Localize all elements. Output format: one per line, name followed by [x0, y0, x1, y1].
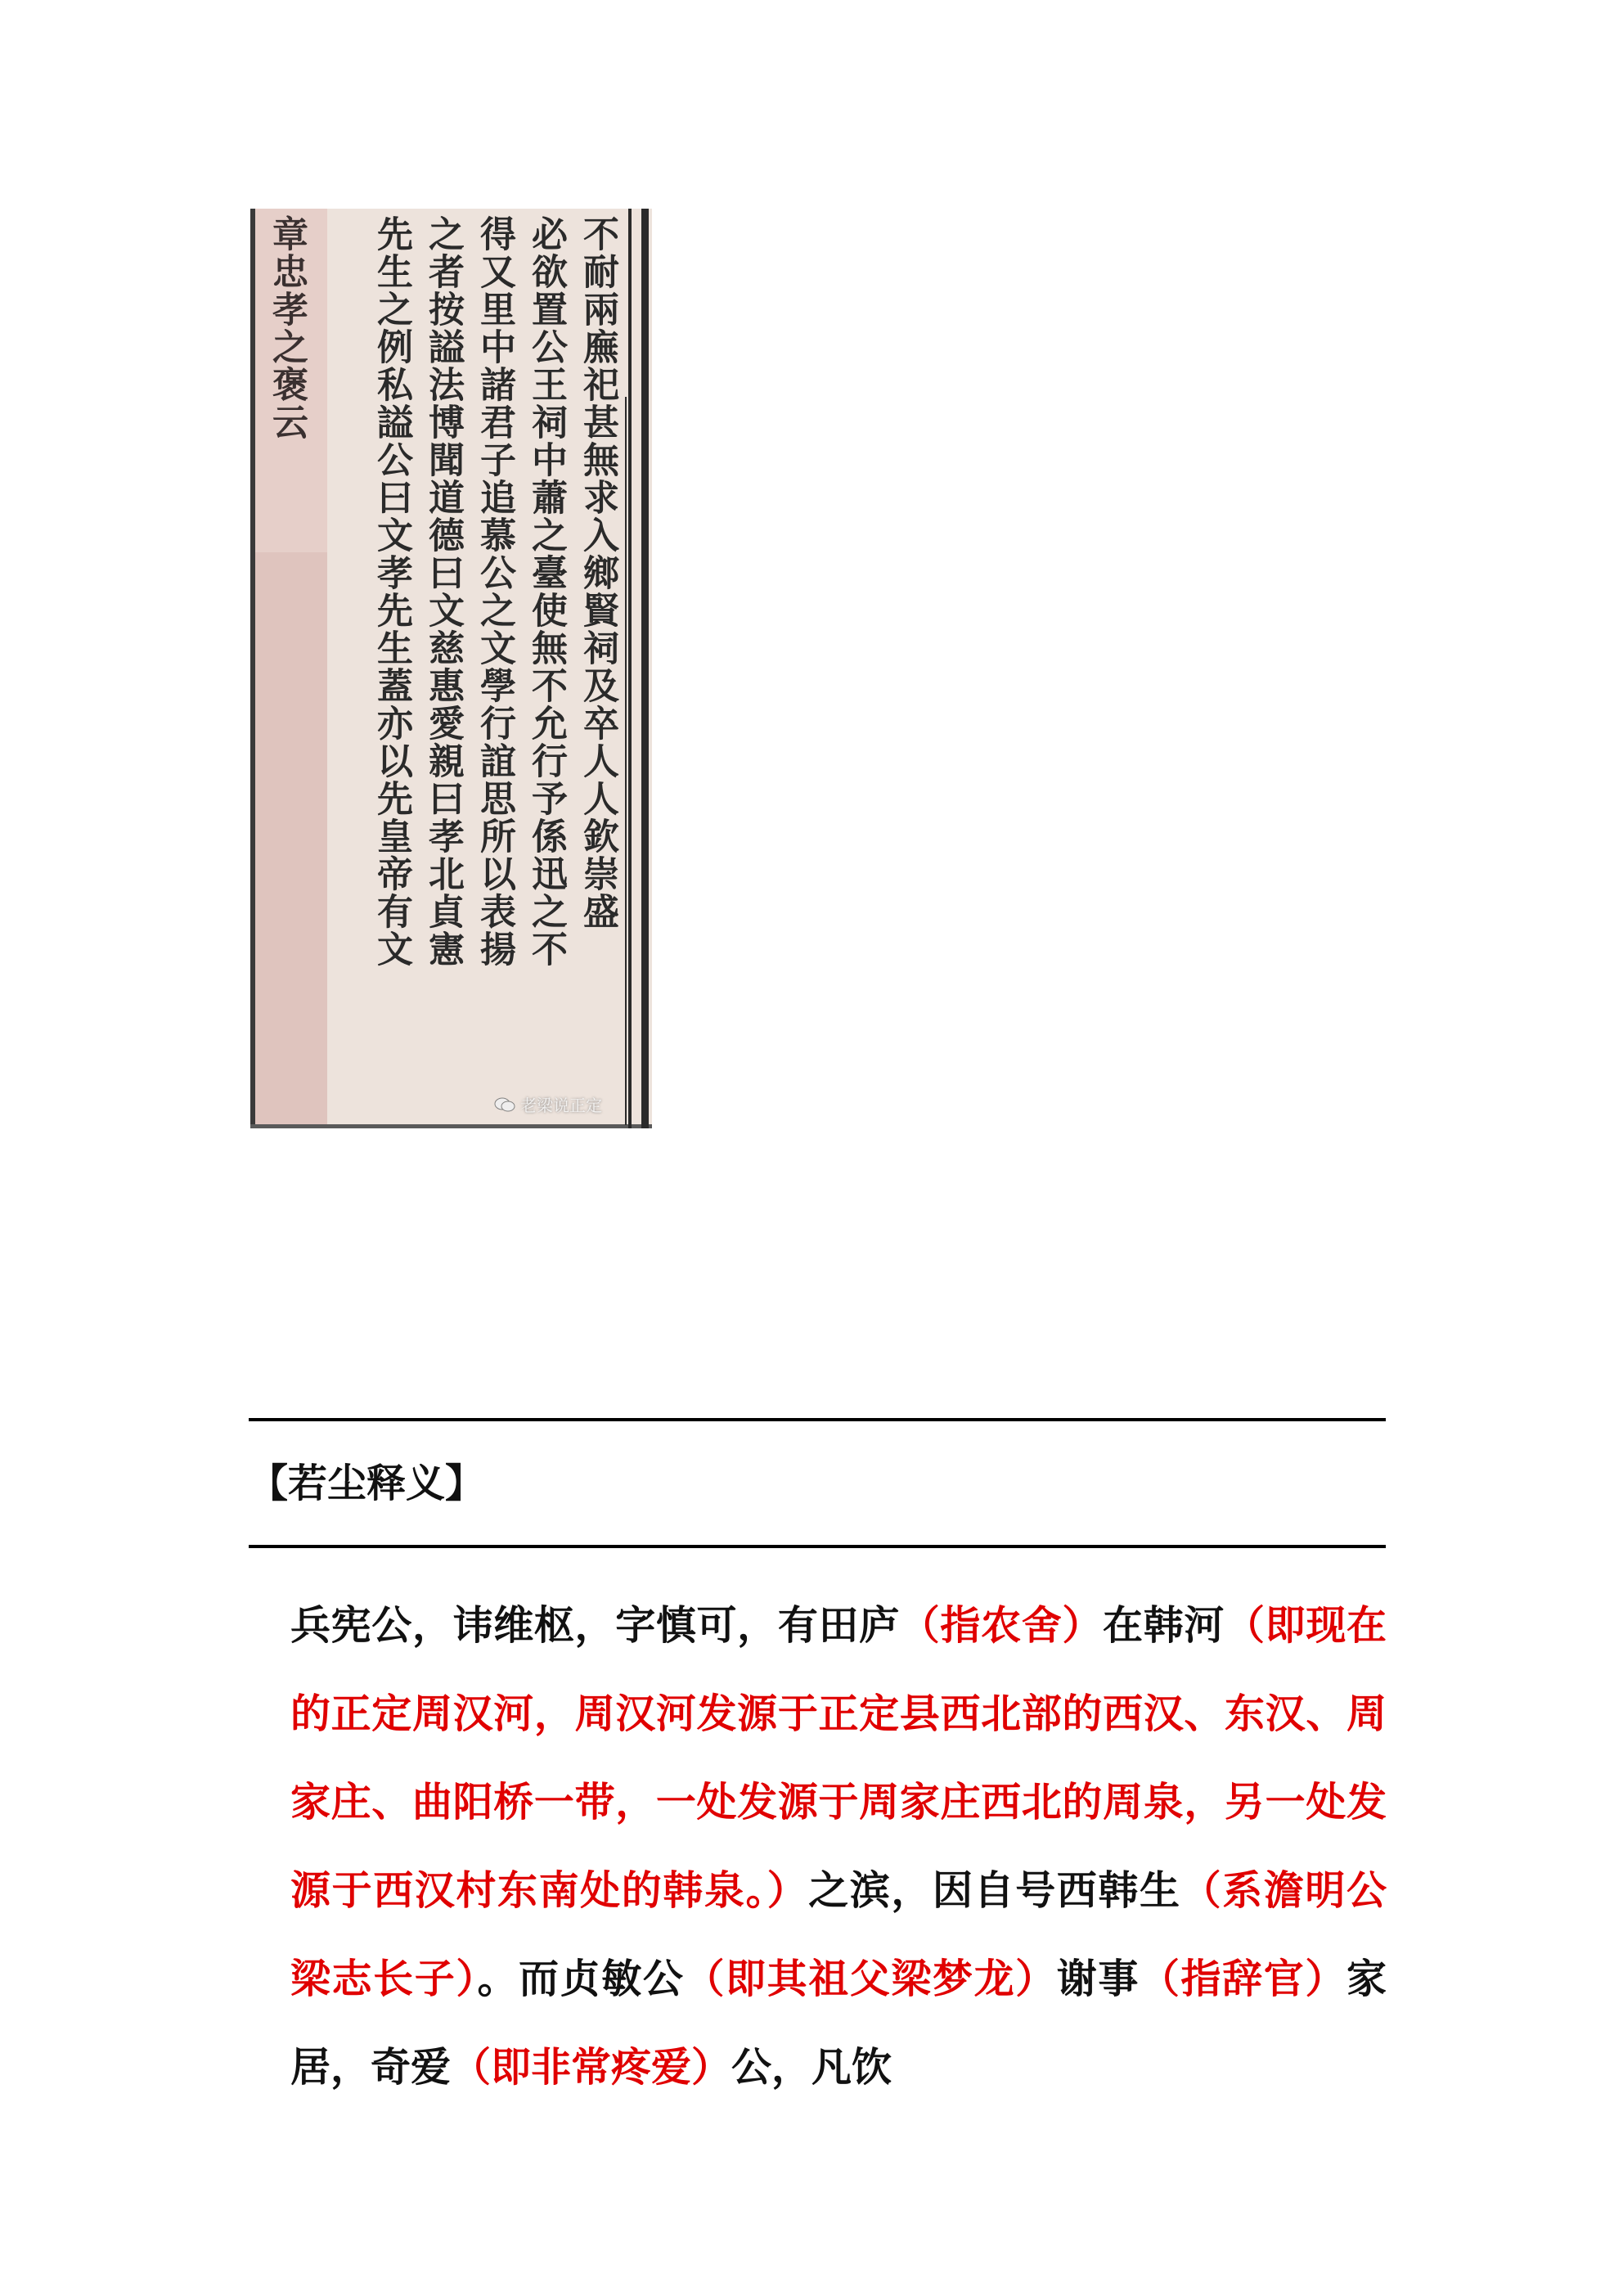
wechat-watermark	[494, 1092, 602, 1116]
section-rule-top	[249, 1418, 1386, 1421]
text-segment: 兵宪公，讳维枢，字慎可，有田庐	[290, 1601, 900, 1649]
scan-text-column: 不耐兩廡祀甚無求入鄉賢祠及卒人人欽崇盛	[577, 215, 618, 930]
scan-edge-bottom	[250, 1124, 652, 1128]
annotation-note: （指农舍）	[899, 1601, 1104, 1649]
scan-frame-rule	[628, 209, 632, 1128]
text-segment: 之滨，因自号西韩生	[808, 1866, 1181, 1914]
scan-frame-rule	[641, 209, 649, 1128]
text-segment: 。而贞敏公	[477, 1955, 685, 2002]
commentary-paragraph	[290, 1581, 1387, 2111]
text-segment: 在韩河	[1103, 1601, 1225, 1649]
scan-text-column: 章忠孝之褒云	[266, 215, 308, 441]
annotation-note: （即现在的正定周汉河，周汉河发源于正定县西北部的西汉、东汉、周家庄、曲阳桥一带，一处发源于周家庄西北的周泉，另一处发源于西汉村东南处的韩泉。）	[290, 1601, 1387, 1914]
scan-text-column: 必欲置公王祠中蕭之臺使無不允行予係迅之不	[525, 215, 567, 968]
annotation-note: （系澹明公梁志长子）	[290, 1866, 1387, 2002]
annotation-note: （即非常疼爱）	[451, 2043, 732, 2091]
section-rule-bottom	[249, 1545, 1386, 1548]
scan-edge-left	[250, 209, 255, 1128]
scan-frame-rule	[625, 397, 627, 1125]
annotation-note: （即其祖父梁梦龙）	[684, 1955, 1057, 2002]
text-segment: 家居，奇爱	[290, 1955, 1387, 2091]
scan-text-column: 之者按謚法博聞道德曰文慈惠愛親曰孝北貞憲	[422, 215, 464, 968]
scan-paper-stain-lower	[255, 552, 327, 1125]
scan-text-column: 先生之例私謚公曰文孝先生蓋亦以先皇帝有文	[371, 215, 412, 968]
text-segment: 公，凡饮	[731, 2043, 892, 2091]
text-segment: 谢事	[1056, 1955, 1140, 2002]
annotation-note: （指辞官）	[1139, 1955, 1347, 2002]
section-heading: 【若尘释义】	[249, 1461, 485, 1506]
scan-text-column: 得又里中諸君子追慕公之文學行誼思所以表揚	[474, 215, 515, 968]
watermark-text: 老梁说正定	[520, 1096, 602, 1115]
scanned-page-image	[250, 209, 652, 1128]
wechat-icon	[494, 1096, 515, 1113]
